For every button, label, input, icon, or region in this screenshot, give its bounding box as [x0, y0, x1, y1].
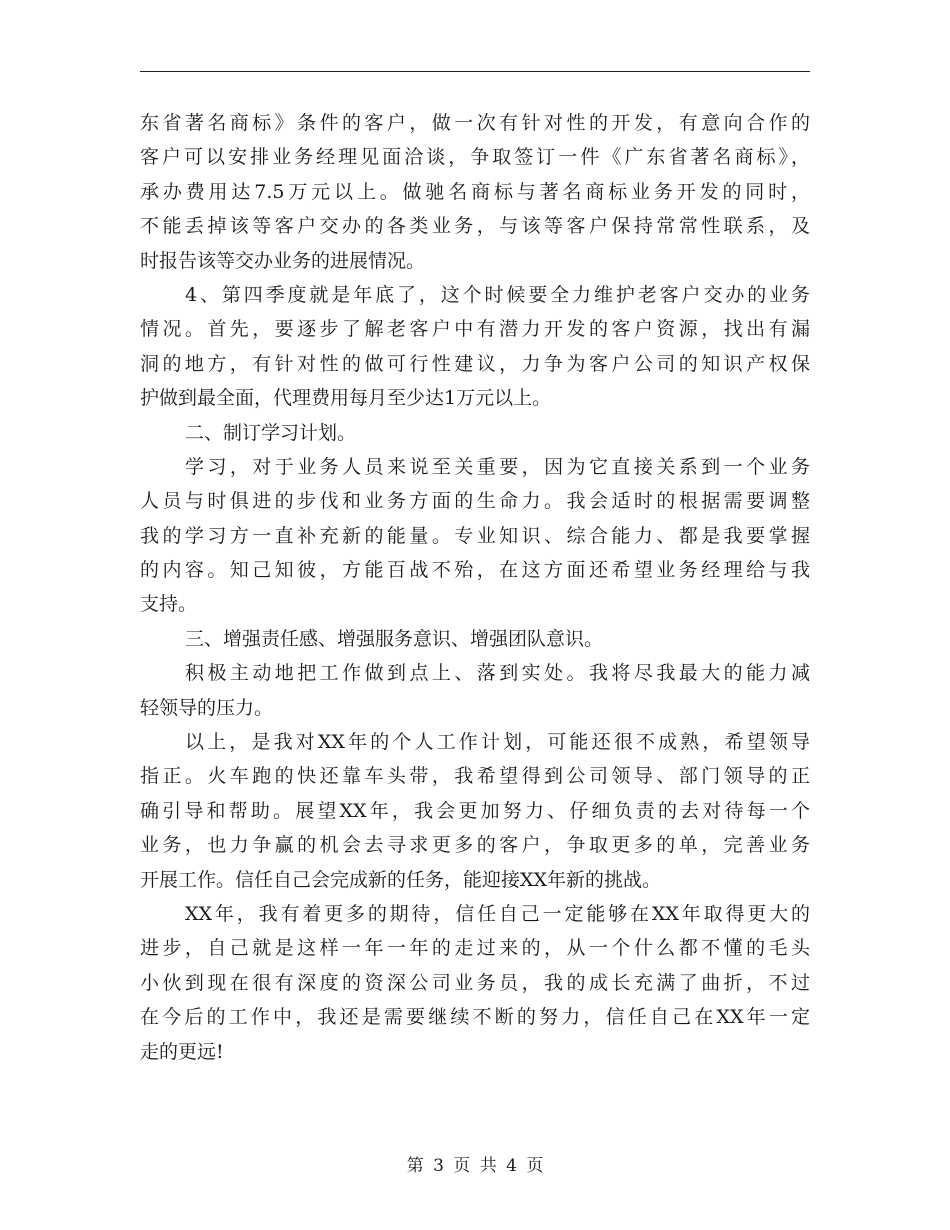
text-line: 4、第四季度就是年底了，这个时候要全力维护老客户交办的业务 [185, 283, 810, 306]
text-line: 以上，是我对XX年的个人工作计划，可能还很不成熟，希望领导 [185, 731, 810, 754]
text-line: 走的更远! [140, 1040, 224, 1063]
text-line: 我的学习方一直补充新的能量。专业知识、综合能力、都是我要掌握 [140, 524, 810, 547]
text-line: 人员与时俱进的步伐和业务方面的生命力。我会适时的根据需要调整 [140, 490, 810, 513]
text-line: 客户可以安排业务经理见面洽谈，争取签订一件《广东省著名商标》， [140, 146, 810, 169]
text-line: 开展工作。信任自己会完成新的任务，能迎接XX年新的挑战。 [140, 868, 662, 891]
text-line: 轻领导的压力。 [140, 696, 274, 719]
text-line: 不能丢掉该等客户交办的各类业务，与该等客户保持常常性联系，及 [140, 215, 810, 238]
text-line: 指正。火车跑的快还靠车头带，我希望得到公司领导、部门领导的正 [140, 765, 810, 788]
text-line: 情况。首先，要逐步了解老客户中有潜力开发的客户资源，找出有漏 [140, 318, 810, 341]
text-line: 东省著名商标》条件的客户，做一次有针对性的开发，有意向合作的 [140, 112, 810, 134]
text-line: 在今后的工作中，我还是需要继续不断的努力，信任自己在XX年一定 [140, 1006, 810, 1029]
section-heading: 二、制订学习计划。 [185, 421, 357, 444]
text-line: 洞的地方，有针对性的做可行性建议，力争为客户公司的知识产权保 [140, 352, 810, 375]
text-line: 进步，自己就是这样一年一年的走过来的，从一个什么都不懂的毛头 [140, 937, 810, 960]
text-line: 学习，对于业务人员来说至关重要，因为它直接关系到一个业务 [185, 455, 810, 478]
text-line: 承办费用达7.5万元以上。做驰名商标与著名商标业务开发的同时， [140, 180, 810, 203]
text-line: 积极主动地把工作做到点上、落到实处。我将尽我最大的能力减 [185, 662, 810, 685]
text-line: 确引导和帮助。展望XX年，我会更加努力、仔细负责的去对待每一个 [140, 799, 810, 822]
page-number: 第 3 页 共 4 页 [406, 1156, 544, 1176]
text-line: 时报告该等交办业务的进展情况。 [140, 249, 426, 272]
text-line: 的内容。知己知彼，方能百战不殆，在这方面还希望业务经理给与我 [140, 559, 810, 582]
text-line: 小伙到现在很有深度的资深公司业务员，我的成长充满了曲折，不过 [140, 971, 810, 994]
text-line: 业务，也力争赢的机会去寻求更多的客户，争取更多的单，完善业务 [140, 834, 810, 857]
text-line: 支持。 [140, 593, 198, 616]
header-rule [140, 71, 810, 72]
body-text [140, 106, 810, 1069]
text-line: XX年，我有着更多的期待，信任自己一定能够在XX年取得更大的 [185, 902, 810, 925]
section-heading: 三、增强责任感、增强服务意识、增强团队意识。 [185, 627, 604, 650]
text-line: 护做到最全面，代理费用每月至少达1万元以上。 [140, 387, 552, 410]
